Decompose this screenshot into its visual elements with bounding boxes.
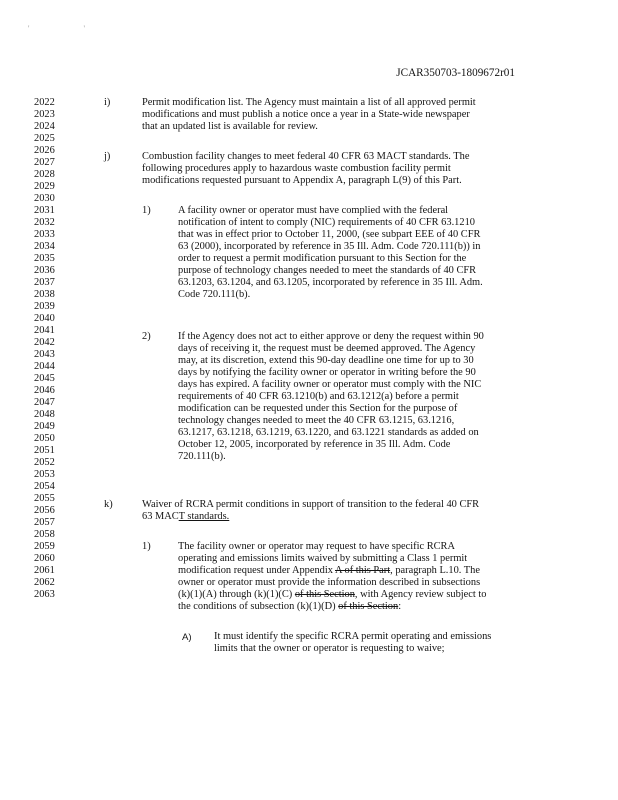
section-j-item2-line: October 12, 2005, incorporated by reference in 35 Ill. Adm. Code	[178, 439, 451, 450]
section-j-item2-line: days of receiving it, the request must be deemed approved. The Agency	[178, 343, 476, 354]
section-j-item2-line: 63.1217, 63.1218, 63.1219, 63.1220, and 63.1221 standards as added on	[178, 427, 479, 438]
section-k-underlined-text: T standards.	[178, 511, 230, 522]
line-number: 2057	[34, 517, 55, 528]
line-number: 2042	[34, 337, 55, 348]
line-number: 2048	[34, 409, 55, 420]
section-j-item1-line: 63.1203, 63.1204, and 63.1205, incorporated by reference in 35 Ill. Adm.	[178, 277, 483, 288]
line-number: 2063	[34, 589, 55, 600]
section-k-item1-line	[178, 565, 480, 577]
section-k-item1-text: the conditions of subsection (k)(1)(D)	[178, 601, 339, 612]
line-number: 2047	[34, 397, 55, 408]
line-number: 2029	[34, 181, 55, 192]
line-number: 2037	[34, 277, 55, 288]
line-number: 2026	[34, 145, 55, 156]
section-k-itemA-label: A)	[182, 632, 192, 643]
section-j-item2-line: modification can be requested under this Section for the purpose of	[178, 403, 458, 414]
line-number: 2046	[34, 385, 55, 396]
line-number: 2054	[34, 481, 55, 492]
section-j-item2-label: 2)	[142, 331, 151, 342]
section-i-line: modifications and must publish a notice once a year in a State-wide newspaper	[142, 109, 470, 120]
section-k-item1-text: (k)(1)(A) through (k)(1)(C)	[178, 589, 295, 600]
section-j-item2-line: If the Agency does not act to either approve or deny the request within 90	[178, 331, 484, 342]
section-k-item1-text: , with Agency review subject to	[354, 589, 487, 600]
section-k-text: 63 MAC	[142, 511, 179, 522]
line-number: 2032	[34, 217, 55, 228]
line-number: 2051	[34, 445, 55, 456]
section-j-item1-line: order to request a permit modification pursuant to this Section for the	[178, 253, 467, 264]
section-j-item2-line: 720.111(b).	[178, 451, 226, 462]
section-j-item2-line: requirements of 40 CFR 63.1210(b) and 63.1212(a) before a permit	[178, 391, 459, 402]
line-number: 2062	[34, 577, 55, 588]
line-number: 2043	[34, 349, 55, 360]
section-k-label: k)	[104, 499, 113, 510]
section-j-item1-line: 63 (2000), incorporated by reference in 35 Ill. Adm. Code 720.111(b)) in	[178, 241, 481, 252]
section-k-item1-line: owner or operator must provide the information described in subsections	[178, 577, 481, 588]
line-number: 2056	[34, 505, 55, 516]
line-number: 2045	[34, 373, 55, 384]
section-k-line: Waiver of RCRA permit conditions in support of transition to the federal 40 CFR	[142, 499, 480, 510]
section-j-line: Combustion facility changes to meet federal 40 CFR 63 MACT standards. The	[142, 151, 470, 162]
scan-specks: ' '	[28, 24, 111, 33]
line-number: 2041	[34, 325, 55, 336]
section-j-line: following procedures apply to hazardous waste combustion facility permit	[142, 163, 451, 174]
section-k-itemA-line: limits that the owner or operator is requesting to waive;	[214, 643, 445, 654]
line-number: 2034	[34, 241, 55, 252]
section-k-item1-text: , paragraph L.10. The	[390, 565, 480, 576]
section-j-item1-line: notification of intent to comply (NIC) requirements of 40 CFR 63.1210	[178, 217, 475, 228]
section-j-item2-line: technology changes needed to meet the 40 CFR 63.1215, 63.1216,	[178, 415, 455, 426]
section-j-item1-line: that was in effect prior to October 11, 2000, (see subpart EEE of 40 CFR	[178, 229, 481, 240]
section-k-itemA-line: It must identify the specific RCRA permit operating and emissions	[214, 631, 492, 642]
line-number: 2031	[34, 205, 55, 216]
line-number: 2053	[34, 469, 55, 480]
section-j-item2-line: days has expired. A facility owner or operator must comply with the NIC	[178, 379, 482, 390]
line-number: 2027	[34, 157, 55, 168]
section-k-item1-line: operating and emissions limits waived by submitting a Class 1 permit	[178, 553, 468, 564]
line-number: 2055	[34, 493, 55, 504]
document-id: JCAR350703-1809672r01	[396, 67, 515, 79]
line-number: 2028	[34, 169, 55, 180]
line-number: 2058	[34, 529, 55, 540]
section-j-item1-line: A facility owner or operator must have complied with the federal	[178, 205, 449, 216]
line-number: 2052	[34, 457, 55, 468]
section-j-line: modifications requested pursuant to Appendix A, paragraph L(9) of this Part.	[142, 175, 462, 186]
section-k-item1-line	[178, 601, 401, 613]
line-number: 2050	[34, 433, 55, 444]
line-number: 2030	[34, 193, 55, 204]
section-j-item1-line: purpose of technology changes needed to meet the standards of 40 CFR	[178, 265, 477, 276]
section-k-line	[142, 511, 229, 523]
section-k-item1-label: 1)	[142, 541, 151, 552]
line-number: 2038	[34, 289, 55, 300]
line-number: 2024	[34, 121, 55, 132]
line-number: 2025	[34, 133, 55, 144]
line-number: 2060	[34, 553, 55, 564]
section-i-line: Permit modification list. The Agency must maintain a list of all approved permit	[142, 97, 476, 108]
line-number: 2059	[34, 541, 55, 552]
section-j-item1-line: Code 720.111(b).	[178, 289, 251, 300]
section-i-line: that an updated list is available for review.	[142, 121, 318, 132]
line-number: 2040	[34, 313, 55, 324]
section-j-label: j)	[104, 151, 111, 162]
section-i-label: i)	[104, 97, 111, 108]
struck-text: of this Section	[338, 601, 399, 612]
line-number: 2039	[34, 301, 55, 312]
section-j-item1-label: 1)	[142, 205, 151, 216]
section-k-item1-text: modification request under Appendix	[178, 565, 335, 576]
section-k-item1-text: :	[398, 601, 402, 612]
struck-text: of this Section	[294, 589, 355, 600]
section-k-item1-line: The facility owner or operator may request to have specific RCRA	[178, 541, 455, 552]
section-j-item2-line: may, at its discretion, extend this 90-day deadline one time for up to 30	[178, 355, 474, 366]
line-number: 2061	[34, 565, 55, 576]
line-number: 2033	[34, 229, 55, 240]
section-k-item1-line	[178, 589, 486, 601]
line-number: 2022	[34, 97, 55, 108]
line-number: 2023	[34, 109, 55, 120]
line-number: 2049	[34, 421, 55, 432]
section-j-item2-line: days by notifying the facility owner or operator in writing before the 90	[178, 367, 476, 378]
struck-text: A of this Part	[334, 565, 391, 576]
line-number: 2044	[34, 361, 55, 372]
line-number: 2036	[34, 265, 55, 276]
line-number: 2035	[34, 253, 55, 264]
